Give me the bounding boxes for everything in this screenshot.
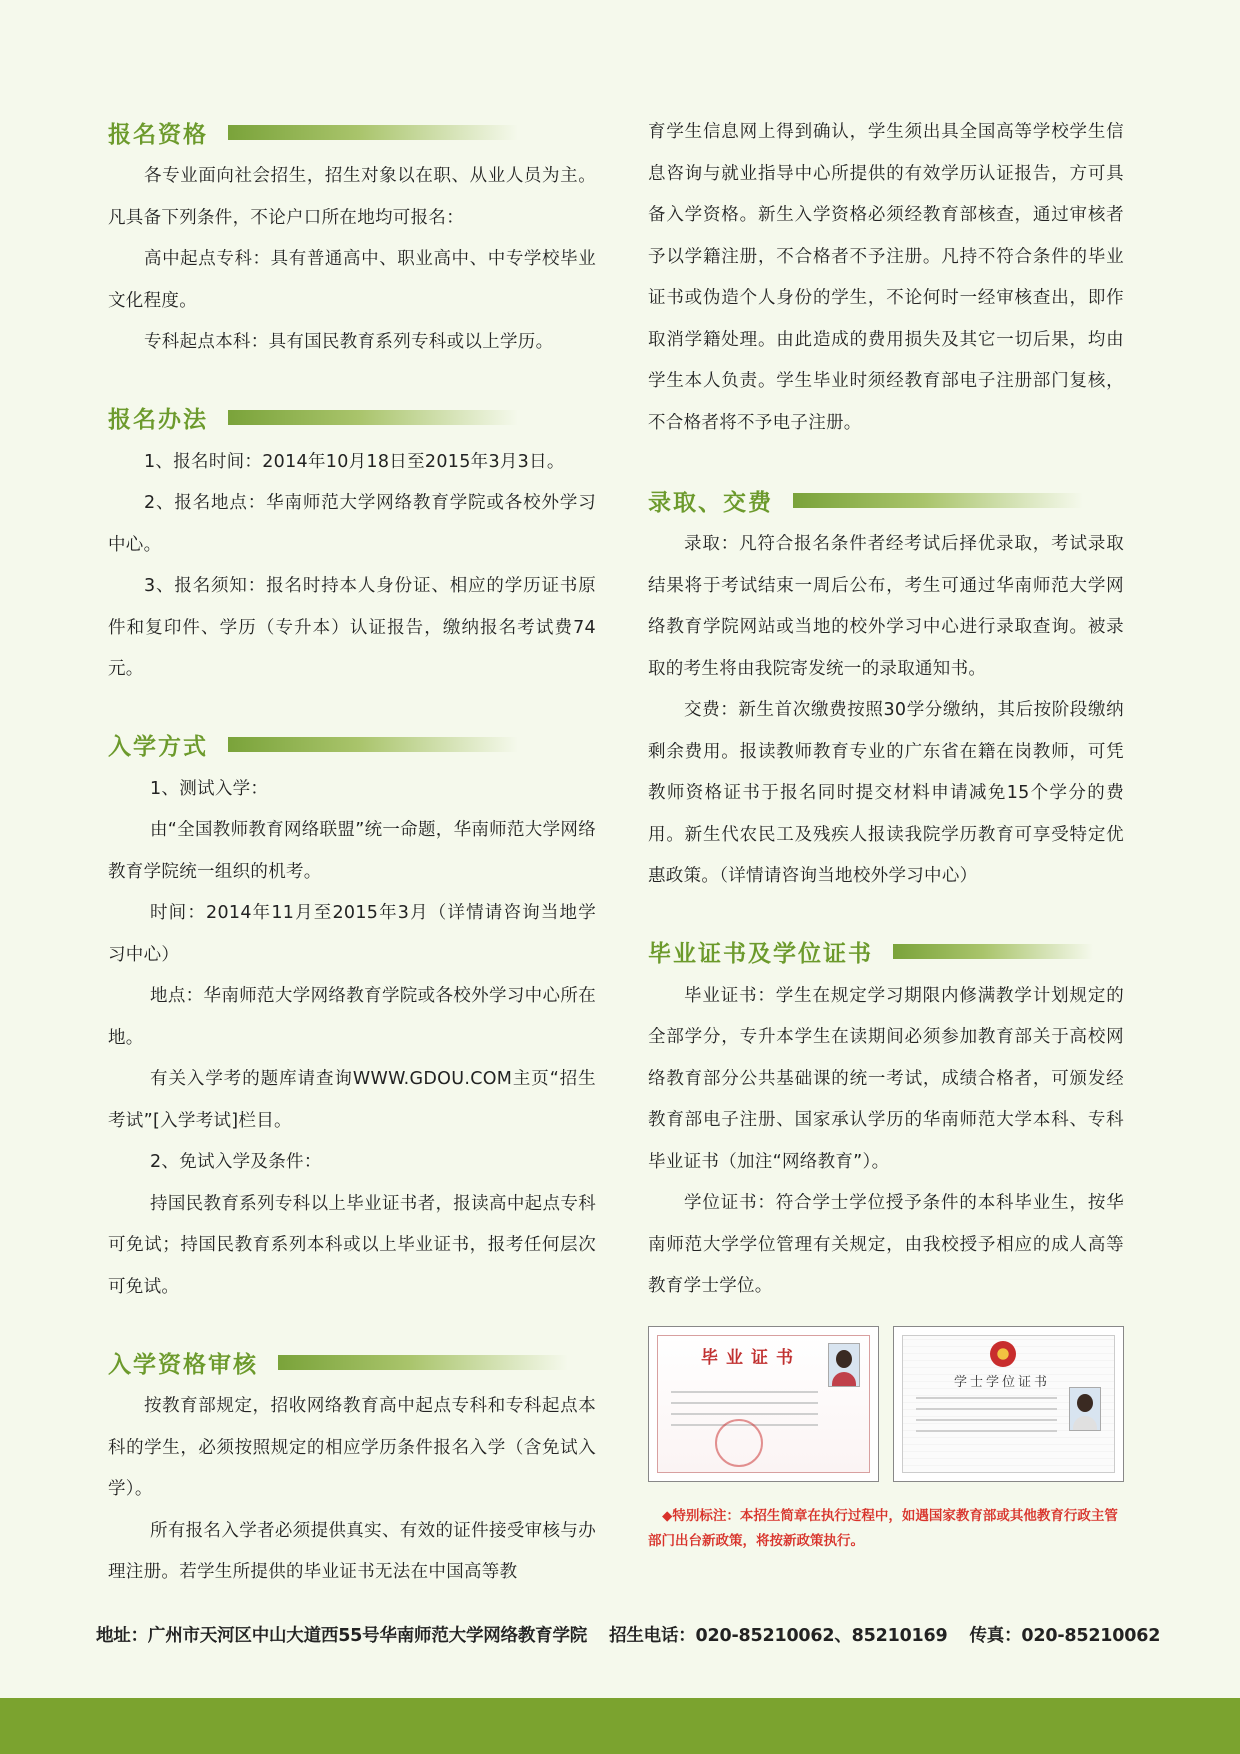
paragraph: 育学生信息网上得到确认，学生须出具全国高等学校学生信息咨询与就业指导中心所提供的有效学历认证报告，方可具备入学资格。新生入学资格必须经教育部核查，通过审核者予以学籍注册，不合格者不予注册。凡持不符合条件的毕业证书或伪造个人身份的学生，不论何时一经审核查出，即作取消学籍处理。由此造成的费用损失及其它一切后果，均由学生本人负责。学生毕业时须经教育部电子注册部门复核，不合格者将不予电子注册。 — [648, 122, 1124, 433]
heading-decor-bar — [278, 1355, 568, 1370]
note-text: 特别标注：本招生简章在执行过程中，如遇国家教育部或其他教育行政主管部门出台新政策，将按新政策执行。 — [648, 1507, 1118, 1549]
footer-address: 地址：广州市天河区中山大道西55号华南师范大学网络教育学院 — [96, 1626, 588, 1646]
paragraph: 按教育部规定，招收网络教育高中起点专科和专科起点本科的学生，必须按照规定的相应学历条件报名入学（含免试入学）。 — [108, 1396, 596, 1499]
paragraph: 学位证书：符合学士学位授予条件的本科毕业生，按华南师范大学学位管理有关规定，由我校授予相应的成人高等教育学士学位。 — [648, 1193, 1124, 1296]
paragraph: 交费：新生首次缴费按照30学分缴纳，其后按阶段缴纳剩余费用。报读教师教育专业的广东省在籍在岗教师，可凭教师资格证书于报名同时提交材料申请减免15个学分的费用。新生代农民工及残疾人报读我院学历教育可享受特定优惠政策。（详情请咨询当地校外学习中心） — [648, 700, 1124, 886]
section-title: 报名办法 — [108, 407, 208, 433]
section-heading — [108, 1342, 596, 1382]
section-admission-fees — [648, 480, 1124, 898]
footer-phone: 招生电话：020-85210062、85210169 — [609, 1626, 948, 1646]
section-title: 录取、交费 — [648, 489, 773, 516]
right-column — [648, 112, 1124, 1554]
section-certificates — [648, 932, 1124, 1308]
paragraph: 有关入学考的题库请查询WWW.GDOU.COM主页“招生考试”[入学考试]栏目。 — [108, 1069, 596, 1131]
portrait-photo — [1069, 1387, 1101, 1431]
section-eligibility — [108, 112, 596, 364]
section-title: 入学方式 — [108, 734, 208, 760]
section-heading — [648, 932, 1124, 972]
section-heading — [108, 398, 596, 438]
section-title: 报名资格 — [108, 121, 208, 148]
paragraph: 2、报名地点：华南师范大学网络教育学院或各校外学习中心。 — [108, 493, 596, 555]
footer-fax: 传真：020-85210062 — [969, 1626, 1161, 1646]
heading-decor-bar — [893, 944, 1093, 959]
section-qualification-review — [108, 1342, 596, 1594]
paragraph: 地点：华南师范大学网络教育学院或各校外学习中心所在地。 — [108, 986, 596, 1048]
footer-contact — [96, 1622, 1161, 1647]
footer-band — [0, 1698, 1240, 1754]
paragraph: 专科起点本科：具有国民教育系列专科或以上学历。 — [144, 332, 554, 352]
paragraph: 所有报名入学者必须提供真实、有效的证件接受审核与办理注册。若学生所提供的毕业证书无法在中国高等教 — [108, 1520, 596, 1582]
section-title: 入学资格审核 — [108, 1351, 258, 1378]
national-emblem-icon — [990, 1341, 1016, 1367]
paragraph: 3、报名须知：报名时持本人身份证、相应的学历证书原件和复印件、学历（专升本）认证报告，缴纳报名考试费74元。 — [108, 576, 596, 679]
heading-decor-bar — [228, 125, 518, 140]
certificate-images — [648, 1326, 1124, 1482]
heading-decor-bar — [228, 410, 518, 425]
heading-decor-bar — [228, 737, 518, 752]
paragraph: 录取：凡符合报名条件者经考试后择优录取，考试录取结果将于考试结束一周后公布，考生可通过华南师范大学网络教育学院网站或当地的校外学习中心进行录取查询。被录取的考生将由我院寄发统一的录取通知书。 — [648, 534, 1124, 679]
graduation-certificate-image — [648, 1326, 879, 1482]
section-continued — [648, 112, 1124, 444]
paragraph: 2、免试入学及条件： — [150, 1152, 322, 1172]
certificate-lettering: 毕业证书 — [701, 1347, 801, 1368]
paragraph: 由“全国教师教育网络联盟”统一命题，华南师范大学网络教育学院统一组织的机考。 — [108, 820, 596, 882]
section-heading — [108, 112, 596, 152]
diamond-icon: ◆ — [662, 1507, 673, 1524]
degree-certificate-image — [893, 1326, 1124, 1482]
paragraph: 时间：2014年11月至2015年3月（详情请咨询当地学习中心） — [108, 903, 596, 965]
section-admission-method — [108, 725, 596, 1309]
paragraph: 1、报名时间：2014年10月18日至2015年3月3日。 — [144, 451, 565, 472]
paragraph: 高中起点专科：具有普通高中、职业高中、中专学校毕业文化程度。 — [108, 249, 596, 311]
paragraph: 1、测试入学： — [150, 778, 269, 799]
certificate-lettering: 学士学位证书 — [954, 1374, 1051, 1390]
section-title: 毕业证书及学位证书 — [648, 941, 873, 967]
special-note — [648, 1504, 1124, 1554]
section-heading — [108, 725, 596, 765]
paragraph: 持国民教育系列专科以上毕业证书者，报读高中起点专科可免试；持国民教育系列本科或以上毕业证书，报考任何层次可免试。 — [108, 1193, 596, 1297]
seal-stamp — [715, 1419, 763, 1467]
left-column — [108, 112, 596, 1628]
portrait-photo — [828, 1343, 860, 1387]
section-registration — [108, 398, 596, 691]
paragraph: 毕业证书：学生在规定学习期限内修满教学计划规定的全部学分，专升本学生在读期间必须参加教育部关于高校网络教育部分公共基础课的统一考试，成绩合格者，可颁发经教育部电子注册、国家承认学历的华南师范大学本科、专科毕业证书（加注“网络教育”）。 — [648, 985, 1124, 1172]
section-heading — [648, 480, 1124, 520]
paragraph: 各专业面向社会招生，招生对象以在职、从业人员为主。凡具备下列条件，不论户口所在地均可报名： — [108, 166, 596, 228]
heading-decor-bar — [793, 493, 1083, 508]
